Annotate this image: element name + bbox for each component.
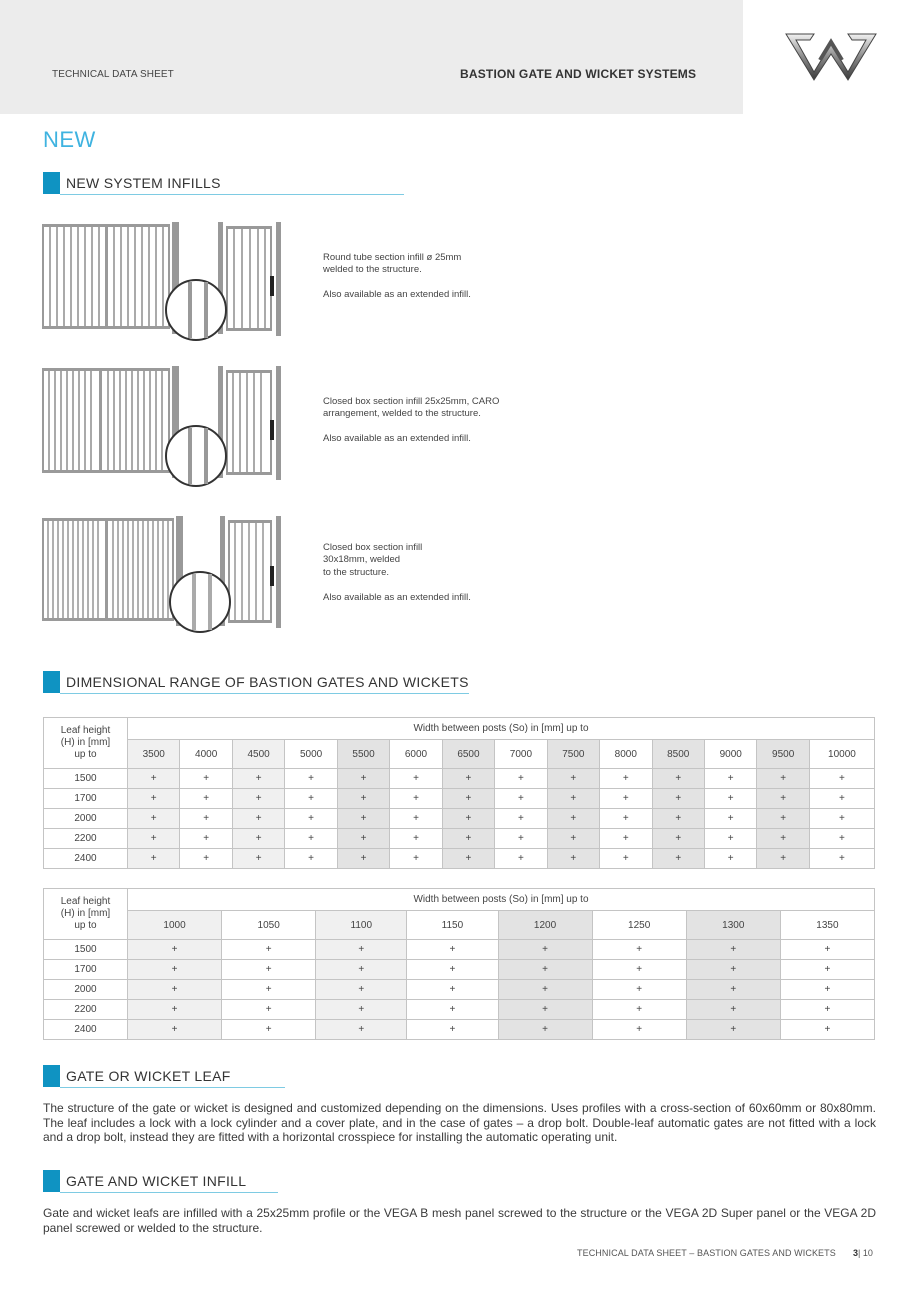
availability-cell: + <box>547 849 599 869</box>
infill-description-3 <box>323 542 471 604</box>
availability-cell: + <box>442 769 494 789</box>
availability-cell: + <box>232 849 284 869</box>
availability-cell: + <box>600 789 652 809</box>
availability-cell: + <box>757 849 809 869</box>
width-column-header: 7500 <box>547 740 599 769</box>
availability-cell: + <box>442 829 494 849</box>
availability-cell: + <box>316 940 407 960</box>
availability-cell: + <box>495 829 547 849</box>
section-title: GATE AND WICKET INFILL <box>66 1173 247 1189</box>
availability-cell: + <box>390 769 442 789</box>
availability-cell: + <box>809 809 874 829</box>
availability-cell: + <box>809 829 874 849</box>
availability-cell: + <box>128 809 180 829</box>
width-column-header: 1050 <box>222 911 316 940</box>
infill-line: Round tube section infill ø 25mm <box>323 252 462 263</box>
availability-cell: + <box>600 849 652 869</box>
table-row <box>44 1000 875 1020</box>
availability-cell: + <box>442 789 494 809</box>
table-row <box>44 1020 875 1040</box>
infill-line: 30x18mm, welded <box>323 554 401 566</box>
availability-cell: + <box>390 789 442 809</box>
width-column-header: 1000 <box>128 911 222 940</box>
availability-cell: + <box>407 940 498 960</box>
header-line: Leaf height <box>60 725 111 736</box>
leaf-height-cell: 1500 <box>44 940 128 960</box>
availability-cell: + <box>390 809 442 829</box>
availability-cell: + <box>686 960 780 980</box>
availability-cell: + <box>652 829 704 849</box>
availability-cell: + <box>128 980 222 1000</box>
width-column-header: 4000 <box>180 740 232 769</box>
width-column-header: 9500 <box>757 740 809 769</box>
availability-cell: + <box>809 769 874 789</box>
availability-cell: + <box>128 789 180 809</box>
availability-cell: + <box>180 789 232 809</box>
section-underline <box>60 1192 278 1194</box>
width-column-header: 1350 <box>780 911 874 940</box>
leaf-height-cell: 1700 <box>44 789 128 809</box>
availability-cell: + <box>407 1000 498 1020</box>
availability-cell: + <box>652 789 704 809</box>
page-total: 10 <box>860 1248 873 1258</box>
table-row <box>44 769 875 789</box>
availability-cell: + <box>180 849 232 869</box>
leaf-description: The structure of the gate or wicket is designed and customized depending on the dimensions. Uses profiles with a cross-section of 60x60mm or 80x80mm. The leaf includes a lock with a lock cylinder and a cover plate, and in the case of gates – a drop bolt. Double-leaf automatic gates are not fitted with a lock and a drop bolt, instead they are fitted with a horizontal crosspiece for installing the automatic operating unit. <box>43 1101 876 1144</box>
availability-cell: + <box>780 1020 874 1040</box>
section-title: DIMENSIONAL RANGE OF BASTION GATES AND WICKETS <box>66 674 469 690</box>
header-line: (H) in [mm] <box>60 737 111 748</box>
availability-cell: + <box>128 769 180 789</box>
width-column-header: 8000 <box>600 740 652 769</box>
availability-cell: + <box>128 1020 222 1040</box>
section-marker-icon <box>43 1170 60 1192</box>
width-column-header: 6500 <box>442 740 494 769</box>
dimension-table-gates <box>43 717 875 869</box>
availability-cell: + <box>232 789 284 809</box>
availability-cell: + <box>704 769 756 789</box>
width-span-header: Width between posts (So) in [mm] up to <box>128 718 875 740</box>
table-body <box>44 769 875 869</box>
availability-cell: + <box>128 849 180 869</box>
availability-cell: + <box>652 769 704 789</box>
availability-cell: + <box>757 829 809 849</box>
header-line: up to <box>74 920 97 931</box>
availability-cell: + <box>498 1000 592 1020</box>
availability-cell: + <box>600 829 652 849</box>
availability-cell: + <box>547 769 599 789</box>
availability-cell: + <box>686 1000 780 1020</box>
availability-cell: + <box>442 809 494 829</box>
availability-cell: + <box>337 809 389 829</box>
availability-cell: + <box>442 849 494 869</box>
leaf-height-cell: 2400 <box>44 849 128 869</box>
availability-cell: + <box>222 1020 316 1040</box>
availability-cell: + <box>128 960 222 980</box>
availability-cell: + <box>498 1020 592 1040</box>
page-separator: | <box>858 1248 861 1258</box>
availability-cell: + <box>337 849 389 869</box>
width-span-header: Width between posts (So) in [mm] up to <box>128 889 875 911</box>
availability-cell: + <box>652 809 704 829</box>
infill-note: Also available as an extended infill. <box>323 289 471 301</box>
width-column-header: 6000 <box>390 740 442 769</box>
availability-cell: + <box>128 940 222 960</box>
section-underline <box>60 693 469 695</box>
availability-cell: + <box>495 769 547 789</box>
availability-cell: + <box>592 960 686 980</box>
availability-cell: + <box>285 829 337 849</box>
availability-cell: + <box>390 829 442 849</box>
table-row <box>44 980 875 1000</box>
availability-cell: + <box>547 829 599 849</box>
availability-cell: + <box>222 960 316 980</box>
width-column-header: 5000 <box>285 740 337 769</box>
infill-line: to the structure. <box>323 566 390 578</box>
header-line: up to <box>74 749 97 760</box>
availability-cell: + <box>757 769 809 789</box>
table-row <box>44 940 875 960</box>
availability-cell: + <box>128 829 180 849</box>
leaf-height-cell: 2400 <box>44 1020 128 1040</box>
availability-cell: + <box>780 1000 874 1020</box>
availability-cell: + <box>600 769 652 789</box>
availability-cell: + <box>180 769 232 789</box>
availability-cell: + <box>547 809 599 829</box>
availability-cell: + <box>180 829 232 849</box>
availability-cell: + <box>592 980 686 1000</box>
availability-cell: + <box>686 1020 780 1040</box>
header-line: Leaf height <box>60 896 111 907</box>
availability-cell: + <box>498 960 592 980</box>
availability-cell: + <box>180 809 232 829</box>
availability-cell: + <box>337 789 389 809</box>
availability-cell: + <box>222 980 316 1000</box>
gate-box-30x18-infill-illustration <box>42 514 282 638</box>
availability-cell: + <box>316 980 407 1000</box>
infill-note: Also available as an extended infill. <box>323 433 471 445</box>
width-columns-row <box>44 740 875 769</box>
table-row <box>44 809 875 829</box>
header-doc-type: TECHNICAL DATA SHEET <box>52 69 174 80</box>
availability-cell: + <box>407 1020 498 1040</box>
availability-cell: + <box>652 849 704 869</box>
availability-cell: + <box>704 829 756 849</box>
footer-doc-title: TECHNICAL DATA SHEET – BASTION GATES AND WICKETS <box>577 1248 836 1258</box>
new-label: NEW <box>43 127 96 152</box>
width-column-header: 1300 <box>686 911 780 940</box>
availability-cell: + <box>232 809 284 829</box>
availability-cell: + <box>592 940 686 960</box>
page-number <box>853 1248 873 1258</box>
leaf-height-cell: 2000 <box>44 980 128 1000</box>
gate-box-25x25-infill-illustration <box>42 364 282 488</box>
table-row <box>44 960 875 980</box>
width-column-header: 1150 <box>407 911 498 940</box>
header-band <box>0 0 743 114</box>
availability-cell: + <box>495 789 547 809</box>
infill-description-1 <box>323 252 471 302</box>
availability-cell: + <box>407 980 498 1000</box>
infill-line: Closed box section infill <box>323 542 423 553</box>
availability-cell: + <box>285 769 337 789</box>
availability-cell: + <box>316 1000 407 1020</box>
availability-cell: + <box>600 809 652 829</box>
availability-cell: + <box>222 1000 316 1020</box>
width-column-header: 5500 <box>337 740 389 769</box>
availability-cell: + <box>285 809 337 829</box>
availability-cell: + <box>337 769 389 789</box>
section-marker-icon <box>43 1065 60 1087</box>
leaf-height-cell: 2200 <box>44 829 128 849</box>
availability-cell: + <box>704 809 756 829</box>
width-column-header: 10000 <box>809 740 874 769</box>
availability-cell: + <box>128 1000 222 1020</box>
w-chevron-logo-icon <box>784 30 878 82</box>
availability-cell: + <box>316 1020 407 1040</box>
width-column-header: 1250 <box>592 911 686 940</box>
availability-cell: + <box>232 769 284 789</box>
header-line: (H) in [mm] <box>60 908 111 919</box>
availability-cell: + <box>757 809 809 829</box>
availability-cell: + <box>757 789 809 809</box>
width-columns-row <box>44 911 875 940</box>
gate-round-tube-infill-illustration <box>42 220 282 344</box>
leaf-height-cell: 1700 <box>44 960 128 980</box>
availability-cell: + <box>495 809 547 829</box>
section-title: GATE OR WICKET LEAF <box>66 1068 231 1084</box>
availability-cell: + <box>337 829 389 849</box>
section-underline <box>60 1087 285 1089</box>
infill-line: welded to the structure. <box>323 264 422 276</box>
availability-cell: + <box>686 940 780 960</box>
section-underline <box>60 194 404 196</box>
width-column-header: 4500 <box>232 740 284 769</box>
width-column-header: 8500 <box>652 740 704 769</box>
availability-cell: + <box>498 940 592 960</box>
leaf-height-cell: 1500 <box>44 769 128 789</box>
availability-cell: + <box>780 960 874 980</box>
availability-cell: + <box>686 980 780 1000</box>
width-column-header: 3500 <box>128 740 180 769</box>
table-body <box>44 940 875 1040</box>
availability-cell: + <box>704 789 756 809</box>
availability-cell: + <box>222 940 316 960</box>
section-marker-icon <box>43 671 60 693</box>
dimension-table-wickets <box>43 888 875 1040</box>
width-column-header: 9000 <box>704 740 756 769</box>
availability-cell: + <box>780 980 874 1000</box>
leaf-height-header <box>44 889 128 940</box>
table-row <box>44 789 875 809</box>
table-row <box>44 829 875 849</box>
availability-cell: + <box>592 1020 686 1040</box>
infill-line: Closed box section infill 25x25mm, CARO <box>323 396 500 407</box>
availability-cell: + <box>407 960 498 980</box>
leaf-height-cell: 2200 <box>44 1000 128 1020</box>
availability-cell: + <box>809 849 874 869</box>
availability-cell: + <box>390 849 442 869</box>
width-column-header: 1200 <box>498 911 592 940</box>
table-row <box>44 849 875 869</box>
availability-cell: + <box>498 980 592 1000</box>
width-column-header: 7000 <box>495 740 547 769</box>
infill-note: Also available as an extended infill. <box>323 591 471 603</box>
availability-cell: + <box>495 849 547 869</box>
availability-cell: + <box>285 789 337 809</box>
page-current: 3 <box>853 1248 859 1258</box>
infill-description: Gate and wicket leafs are infilled with a 25x25mm profile or the VEGA B mesh panel screwed to the structure or the VEGA 2D Super panel or the VEGA 2D panel screwed or welded to the structure. <box>43 1206 876 1235</box>
availability-cell: + <box>780 940 874 960</box>
header-title: BASTION GATE AND WICKET SYSTEMS <box>460 67 697 81</box>
infill-line: arrangement, welded to the structure. <box>323 408 481 420</box>
availability-cell: + <box>547 789 599 809</box>
availability-cell: + <box>285 849 337 869</box>
availability-cell: + <box>316 960 407 980</box>
section-title: NEW SYSTEM INFILLS <box>66 175 221 191</box>
infill-description-2 <box>323 396 499 446</box>
availability-cell: + <box>809 789 874 809</box>
section-marker-icon <box>43 172 60 194</box>
availability-cell: + <box>232 829 284 849</box>
leaf-height-cell: 2000 <box>44 809 128 829</box>
leaf-height-header <box>44 718 128 769</box>
width-column-header: 1100 <box>316 911 407 940</box>
availability-cell: + <box>592 1000 686 1020</box>
availability-cell: + <box>704 849 756 869</box>
